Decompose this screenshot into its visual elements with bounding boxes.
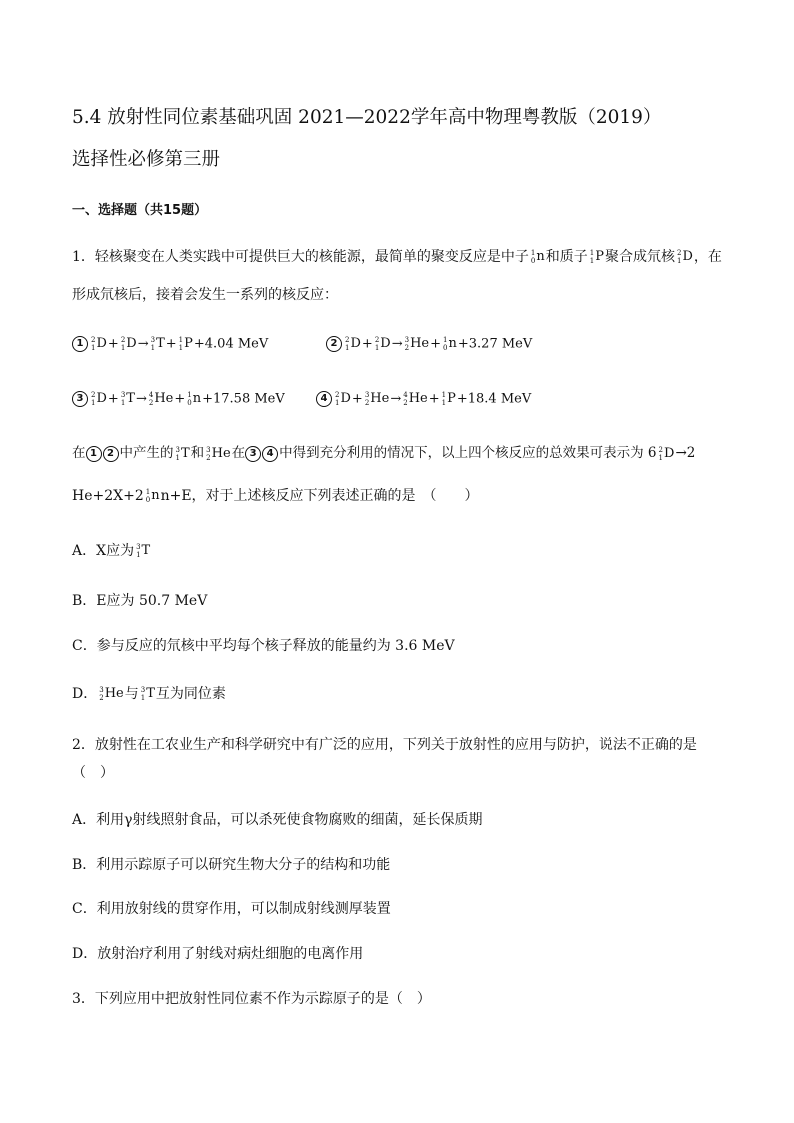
circled-number-1: 1 xyxy=(72,336,88,352)
q2-option-a: A．利用γ射线照射食品，可以杀死使食物腐败的细菌，延长保质期 xyxy=(72,812,483,828)
reaction-3: 3 2 1 D+ 3 1 T→ 4 2 He+ 1 0 n+17.58 MeV xyxy=(72,389,285,410)
q2-option-d: D．放射治疗利用了射线对病灶细胞的电离作用 xyxy=(72,946,364,962)
q1-option-c: C．参与反应的氘核中平均每个核子释放的能量约为 3.6 MeV xyxy=(72,638,455,654)
nuclide-deuteron: 2 1 D xyxy=(676,249,693,265)
q3-stem: 3．下列应用中把放射性同位素不作为示踪原子的是（ ） xyxy=(72,991,431,1007)
q1-option-b: B．E应为 50.7 MeV xyxy=(72,593,208,609)
document-title-line2: 选择性必修第三册 xyxy=(72,149,221,170)
q1-stem-line1: 1．轻核聚变在人类实践中可提供巨大的核能源，最简单的聚变反应是中子 1 0 n和质子 1 1 P聚合成氘核 2 1 D，在 xyxy=(72,249,722,265)
circled-number-4: 4 xyxy=(316,391,332,407)
q1-paragraph-line2: He+2X+2 1 0 nn+E，对于上述核反应下列表述正确的是 （ ） xyxy=(72,488,479,504)
reaction-1: 1 2 1 D+ 2 1 D→ 3 1 T+ 1 1 P+4.04 MeV xyxy=(72,334,268,355)
q2-stem-line2: （ ） xyxy=(72,765,114,781)
q2-option-c: C．利用放射线的贯穿作用，可以制成射线测厚装置 xyxy=(72,901,391,917)
section-heading: 一、选择题（共15题） xyxy=(72,203,208,218)
nuclide-neutron: 1 0 n xyxy=(530,249,545,265)
circled-number-3: 3 xyxy=(72,391,88,407)
nuclide-proton: 1 1 P xyxy=(589,249,604,265)
q1-option-d: D． 3 2 He与 3 1 T互为同位素 xyxy=(72,686,226,702)
circled-number-2: 2 xyxy=(326,336,342,352)
q1-paragraph-line1: 在 1 2 中产生的 3 1 T和 3 2 He在 3 4 中得到充分利用的情况下，以上四个核反应的总效果可表示为 6 2 1 D→2 xyxy=(72,445,696,462)
q2-stem-line1: 2．放射性在工农业生产和科学研究中有广泛的应用，下列关于放射性的应用与防护，说法不正确的是 xyxy=(72,737,697,753)
q2-option-b: B．利用示踪原子可以研究生物大分子的结构和功能 xyxy=(72,857,391,873)
document-title-line1: 5.4 放射性同位素基础巩固 2021—2022学年高中物理粤教版（2019） xyxy=(72,107,662,128)
reaction-4: 4 2 1 D+ 3 2 He→ 4 2 He+ 1 1 P+18.4 MeV xyxy=(316,389,531,410)
reaction-2: 2 2 1 D+ 2 1 D→ 3 2 He+ 1 0 n+3.27 MeV xyxy=(326,334,532,355)
q1-option-a: A．X应为 3 1 T xyxy=(72,543,151,559)
q1-stem-line2: 形成氘核后，接着会发生一系列的核反应： xyxy=(72,287,338,303)
